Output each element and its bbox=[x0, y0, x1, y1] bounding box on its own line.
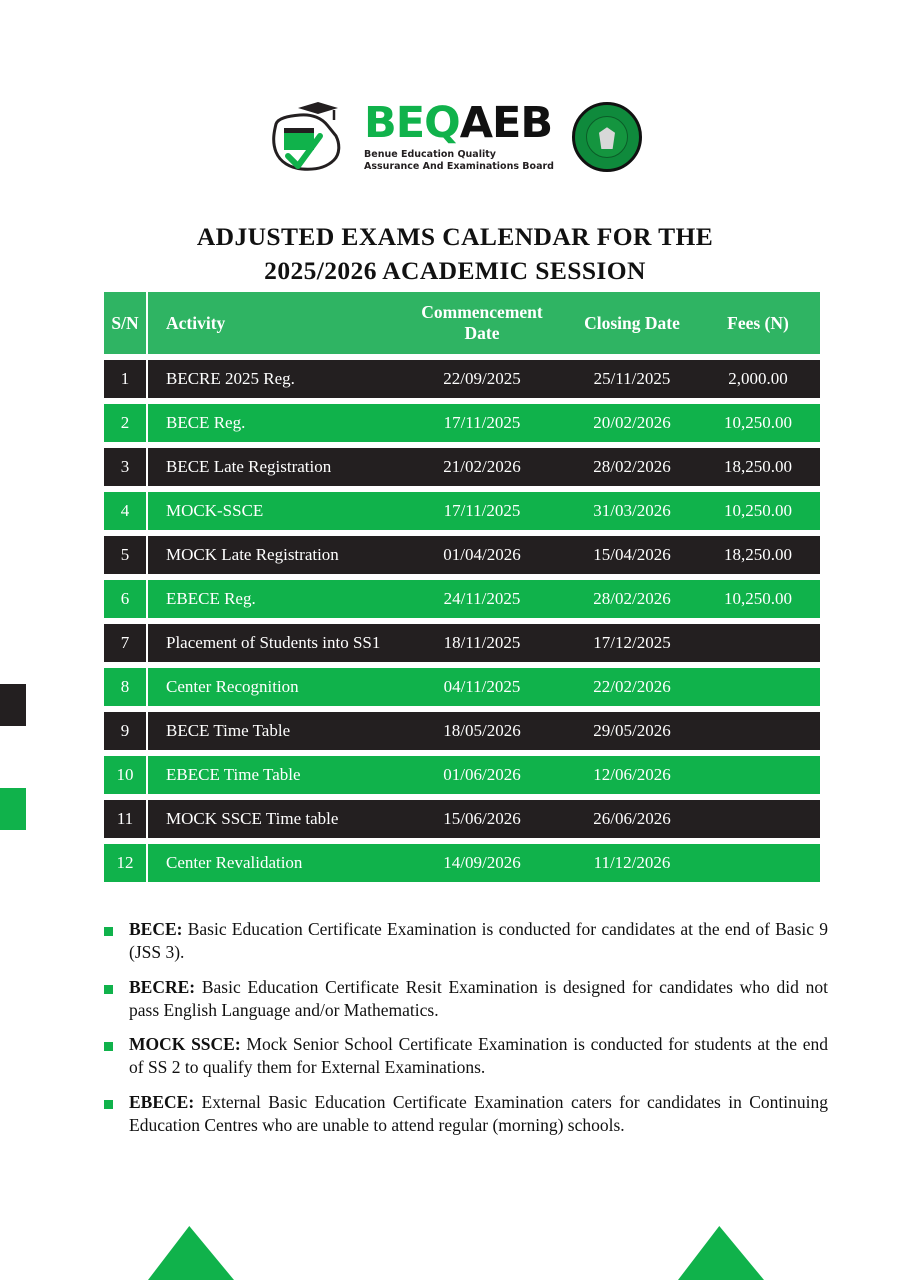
cell-sn: 2 bbox=[104, 404, 148, 442]
brand-subtitle-line2: Assurance And Examinations Board bbox=[364, 160, 554, 172]
table-body bbox=[104, 360, 820, 882]
cell-activity: BECRE 2025 Reg. bbox=[148, 360, 402, 398]
cell-closing-date: 20/02/2026 bbox=[562, 404, 702, 442]
table-row bbox=[104, 404, 820, 442]
cell-commencement-date: 15/06/2026 bbox=[402, 800, 562, 838]
definition-body: Mock Senior School Certificate Examination is conducted for students at the end of SS 2 to qualify them for External Examinations. bbox=[129, 1034, 829, 1078]
cell-fees bbox=[702, 844, 820, 882]
exams-calendar-table bbox=[104, 292, 820, 882]
cell-sn: 6 bbox=[104, 580, 148, 618]
header-commencement-line2: Date bbox=[464, 323, 500, 343]
cell-sn: 8 bbox=[104, 668, 148, 706]
cell-activity: EBECE Time Table bbox=[148, 756, 402, 794]
cell-activity: BECE Late Registration bbox=[148, 448, 402, 486]
header-activity: Activity bbox=[148, 292, 402, 354]
brand-wordmark bbox=[364, 97, 554, 173]
definition-item bbox=[104, 1091, 828, 1138]
header-commencement-line1: Commencement bbox=[421, 302, 543, 322]
brand-acronym bbox=[364, 97, 554, 148]
cell-sn: 10 bbox=[104, 756, 148, 794]
cell-commencement-date: 18/11/2025 bbox=[402, 624, 562, 662]
header-sn: S/N bbox=[104, 292, 148, 354]
definition-text bbox=[129, 1091, 828, 1138]
cell-activity: EBECE Reg. bbox=[148, 580, 402, 618]
definition-term: MOCK SSCE: bbox=[129, 1034, 241, 1055]
cell-activity: Center Recognition bbox=[148, 668, 402, 706]
table-row bbox=[104, 756, 820, 794]
cell-activity: BECE Reg. bbox=[148, 404, 402, 442]
cell-sn: 4 bbox=[104, 492, 148, 530]
cell-fees: 10,250.00 bbox=[702, 404, 820, 442]
definition-text bbox=[129, 1033, 828, 1080]
cell-sn: 7 bbox=[104, 624, 148, 662]
brand-acronym-part2: AEB bbox=[459, 97, 553, 148]
table-row bbox=[104, 712, 820, 750]
side-tab-green bbox=[0, 788, 26, 830]
cell-commencement-date: 14/09/2026 bbox=[402, 844, 562, 882]
cell-closing-date: 29/05/2026 bbox=[562, 712, 702, 750]
definition-body: Basic Education Certificate Examination is conducted for candidates at the end of Basic 9 (JSS 3). bbox=[129, 919, 828, 963]
cell-sn: 1 bbox=[104, 360, 148, 398]
definition-item bbox=[104, 918, 828, 965]
cell-activity: MOCK SSCE Time table bbox=[148, 800, 402, 838]
header-fees: Fees (N) bbox=[702, 292, 820, 354]
cell-fees: 18,250.00 bbox=[702, 448, 820, 486]
cell-commencement-date: 04/11/2025 bbox=[402, 668, 562, 706]
cell-sn: 12 bbox=[104, 844, 148, 882]
definition-item bbox=[104, 976, 828, 1023]
arrow-right-decoration bbox=[678, 1226, 764, 1280]
cell-fees bbox=[702, 668, 820, 706]
cell-closing-date: 31/03/2026 bbox=[562, 492, 702, 530]
table-row bbox=[104, 668, 820, 706]
bullet-square-icon bbox=[104, 1100, 113, 1109]
cell-sn: 11 bbox=[104, 800, 148, 838]
definition-item bbox=[104, 1033, 828, 1080]
table-row bbox=[104, 624, 820, 662]
cell-commencement-date: 17/11/2025 bbox=[402, 492, 562, 530]
cell-fees bbox=[702, 624, 820, 662]
cell-closing-date: 28/02/2026 bbox=[562, 580, 702, 618]
cell-commencement-date: 01/04/2026 bbox=[402, 536, 562, 574]
cell-commencement-date: 21/02/2026 bbox=[402, 448, 562, 486]
cell-closing-date: 26/06/2026 bbox=[562, 800, 702, 838]
brand-acronym-part1: BEQ bbox=[364, 97, 460, 148]
bullet-square-icon bbox=[104, 927, 113, 936]
cell-closing-date: 11/12/2026 bbox=[562, 844, 702, 882]
cell-sn: 5 bbox=[104, 536, 148, 574]
brand-logo bbox=[0, 98, 910, 176]
definition-term: BECE: bbox=[129, 919, 183, 939]
cell-fees bbox=[702, 712, 820, 750]
definition-term: BECRE: bbox=[129, 976, 196, 997]
table-row bbox=[104, 800, 820, 838]
definition-term: EBECE: bbox=[129, 1091, 195, 1112]
brand-subtitle bbox=[364, 149, 554, 173]
brand-subtitle-line1: Benue Education Quality bbox=[364, 148, 496, 160]
table-row bbox=[104, 448, 820, 486]
page-title-line2: 2025/2026 ACADEMIC SESSION bbox=[264, 256, 646, 286]
header-closing-date: Closing Date bbox=[562, 292, 702, 354]
cell-fees bbox=[702, 756, 820, 794]
cell-fees: 10,250.00 bbox=[702, 492, 820, 530]
cell-sn: 9 bbox=[104, 712, 148, 750]
cell-activity: BECE Time Table bbox=[148, 712, 402, 750]
definition-text bbox=[129, 918, 828, 965]
page-title-line1: ADJUSTED EXAMS CALENDAR FOR THE bbox=[196, 222, 714, 251]
table-row bbox=[104, 360, 820, 398]
cell-commencement-date: 17/11/2025 bbox=[402, 404, 562, 442]
cell-fees: 10,250.00 bbox=[702, 580, 820, 618]
cell-sn: 3 bbox=[104, 448, 148, 486]
cell-commencement-date: 24/11/2025 bbox=[402, 580, 562, 618]
table-header-row bbox=[104, 292, 820, 354]
cell-closing-date: 25/11/2025 bbox=[562, 360, 702, 398]
cell-commencement-date: 01/06/2026 bbox=[402, 756, 562, 794]
cell-activity: MOCK Late Registration bbox=[148, 536, 402, 574]
cell-closing-date: 22/02/2026 bbox=[562, 668, 702, 706]
cell-closing-date: 15/04/2026 bbox=[562, 536, 702, 574]
cell-closing-date: 28/02/2026 bbox=[562, 448, 702, 486]
cell-closing-date: 17/12/2025 bbox=[562, 624, 702, 662]
cell-activity: Center Revalidation bbox=[148, 844, 402, 882]
cell-commencement-date: 18/05/2026 bbox=[402, 712, 562, 750]
header-commencement-date bbox=[402, 292, 562, 354]
cell-activity: Placement of Students into SS1 bbox=[148, 624, 402, 662]
table-row bbox=[104, 536, 820, 574]
beqaeb-mark-icon bbox=[268, 98, 354, 176]
definition-body: Basic Education Certificate Resit Examination is designed for candidates who did not pass English Language and/or Mathematics. bbox=[129, 976, 828, 1020]
definitions-list bbox=[104, 918, 828, 1148]
cell-closing-date: 12/06/2026 bbox=[562, 756, 702, 794]
definition-text bbox=[129, 976, 828, 1023]
arrow-left-decoration bbox=[148, 1226, 234, 1280]
benue-state-seal-icon bbox=[572, 102, 642, 172]
table-row bbox=[104, 580, 820, 618]
bullet-square-icon bbox=[104, 1042, 113, 1051]
table-row bbox=[104, 844, 820, 882]
bullet-square-icon bbox=[104, 985, 113, 994]
cell-fees bbox=[702, 800, 820, 838]
side-tab-dark bbox=[0, 684, 26, 726]
definition-body: External Basic Education Certificate Examination caters for candidates in Continuing Education Centres who are unable to attend regular (morning) schools. bbox=[129, 1091, 828, 1135]
table-row bbox=[104, 492, 820, 530]
cell-fees: 18,250.00 bbox=[702, 536, 820, 574]
cell-commencement-date: 22/09/2025 bbox=[402, 360, 562, 398]
cell-activity: MOCK-SSCE bbox=[148, 492, 402, 530]
page-title bbox=[0, 220, 910, 289]
cell-fees: 2,000.00 bbox=[702, 360, 820, 398]
